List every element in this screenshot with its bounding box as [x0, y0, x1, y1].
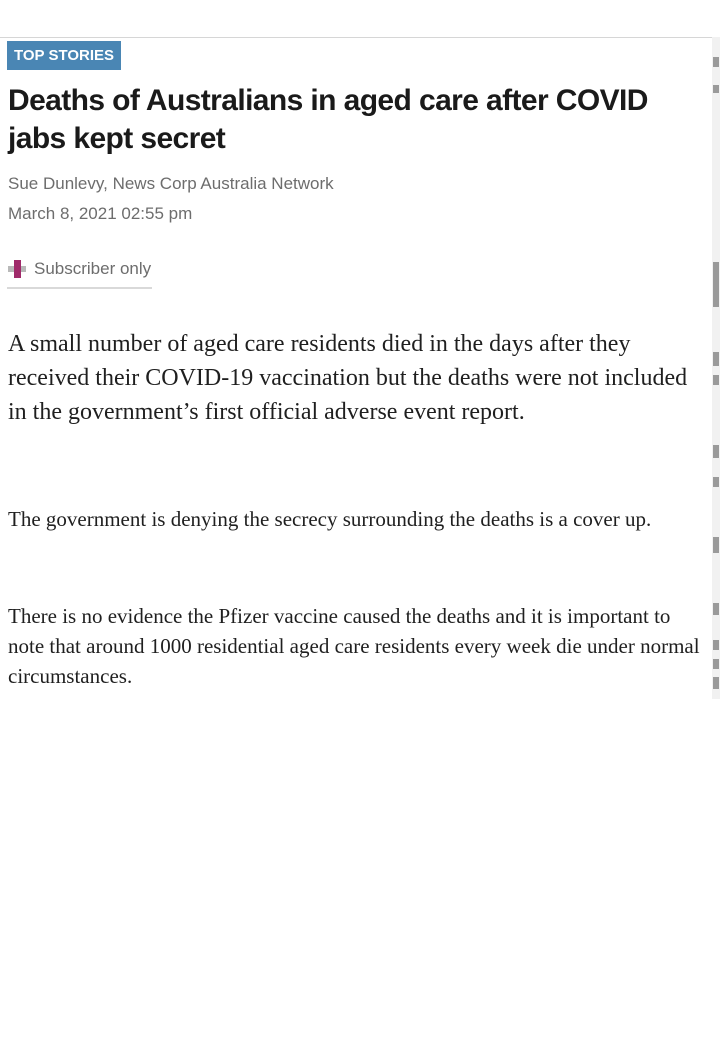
subscriber-underline: [7, 287, 152, 289]
subscriber-only-label: Subscriber only: [34, 259, 152, 278]
article-lead-paragraph: A small number of aged care residents died in the days after they received their COVID-19 vaccination but the deaths were not included in the government’s first official adverse event report.: [8, 331, 688, 425]
section-badge-top-stories[interactable]: TOP STORIES: [7, 41, 121, 70]
article-byline: Sue Dunlevy, News Corp Australia Network: [8, 174, 334, 193]
article-headline: Deaths of Australians in aged care after COVID jabs kept secret: [8, 84, 648, 155]
news-article: [0, 38, 712, 699]
article-date: March 8, 2021 02:55 pm: [8, 204, 193, 223]
subscriber-plus-icon: [7, 258, 29, 280]
subscriber-only-indicator: [7, 254, 151, 284]
article-paragraph-2: The government is denying the secrecy surrounding the deaths is a cover up.: [8, 507, 652, 531]
article-paragraph-3: There is no evidence the Pfizer vaccine caused the deaths and it is important to note that around 1000 residential aged care residents every week die under normal circumstances.: [8, 604, 700, 688]
adjacent-page-edge: [712, 37, 720, 699]
